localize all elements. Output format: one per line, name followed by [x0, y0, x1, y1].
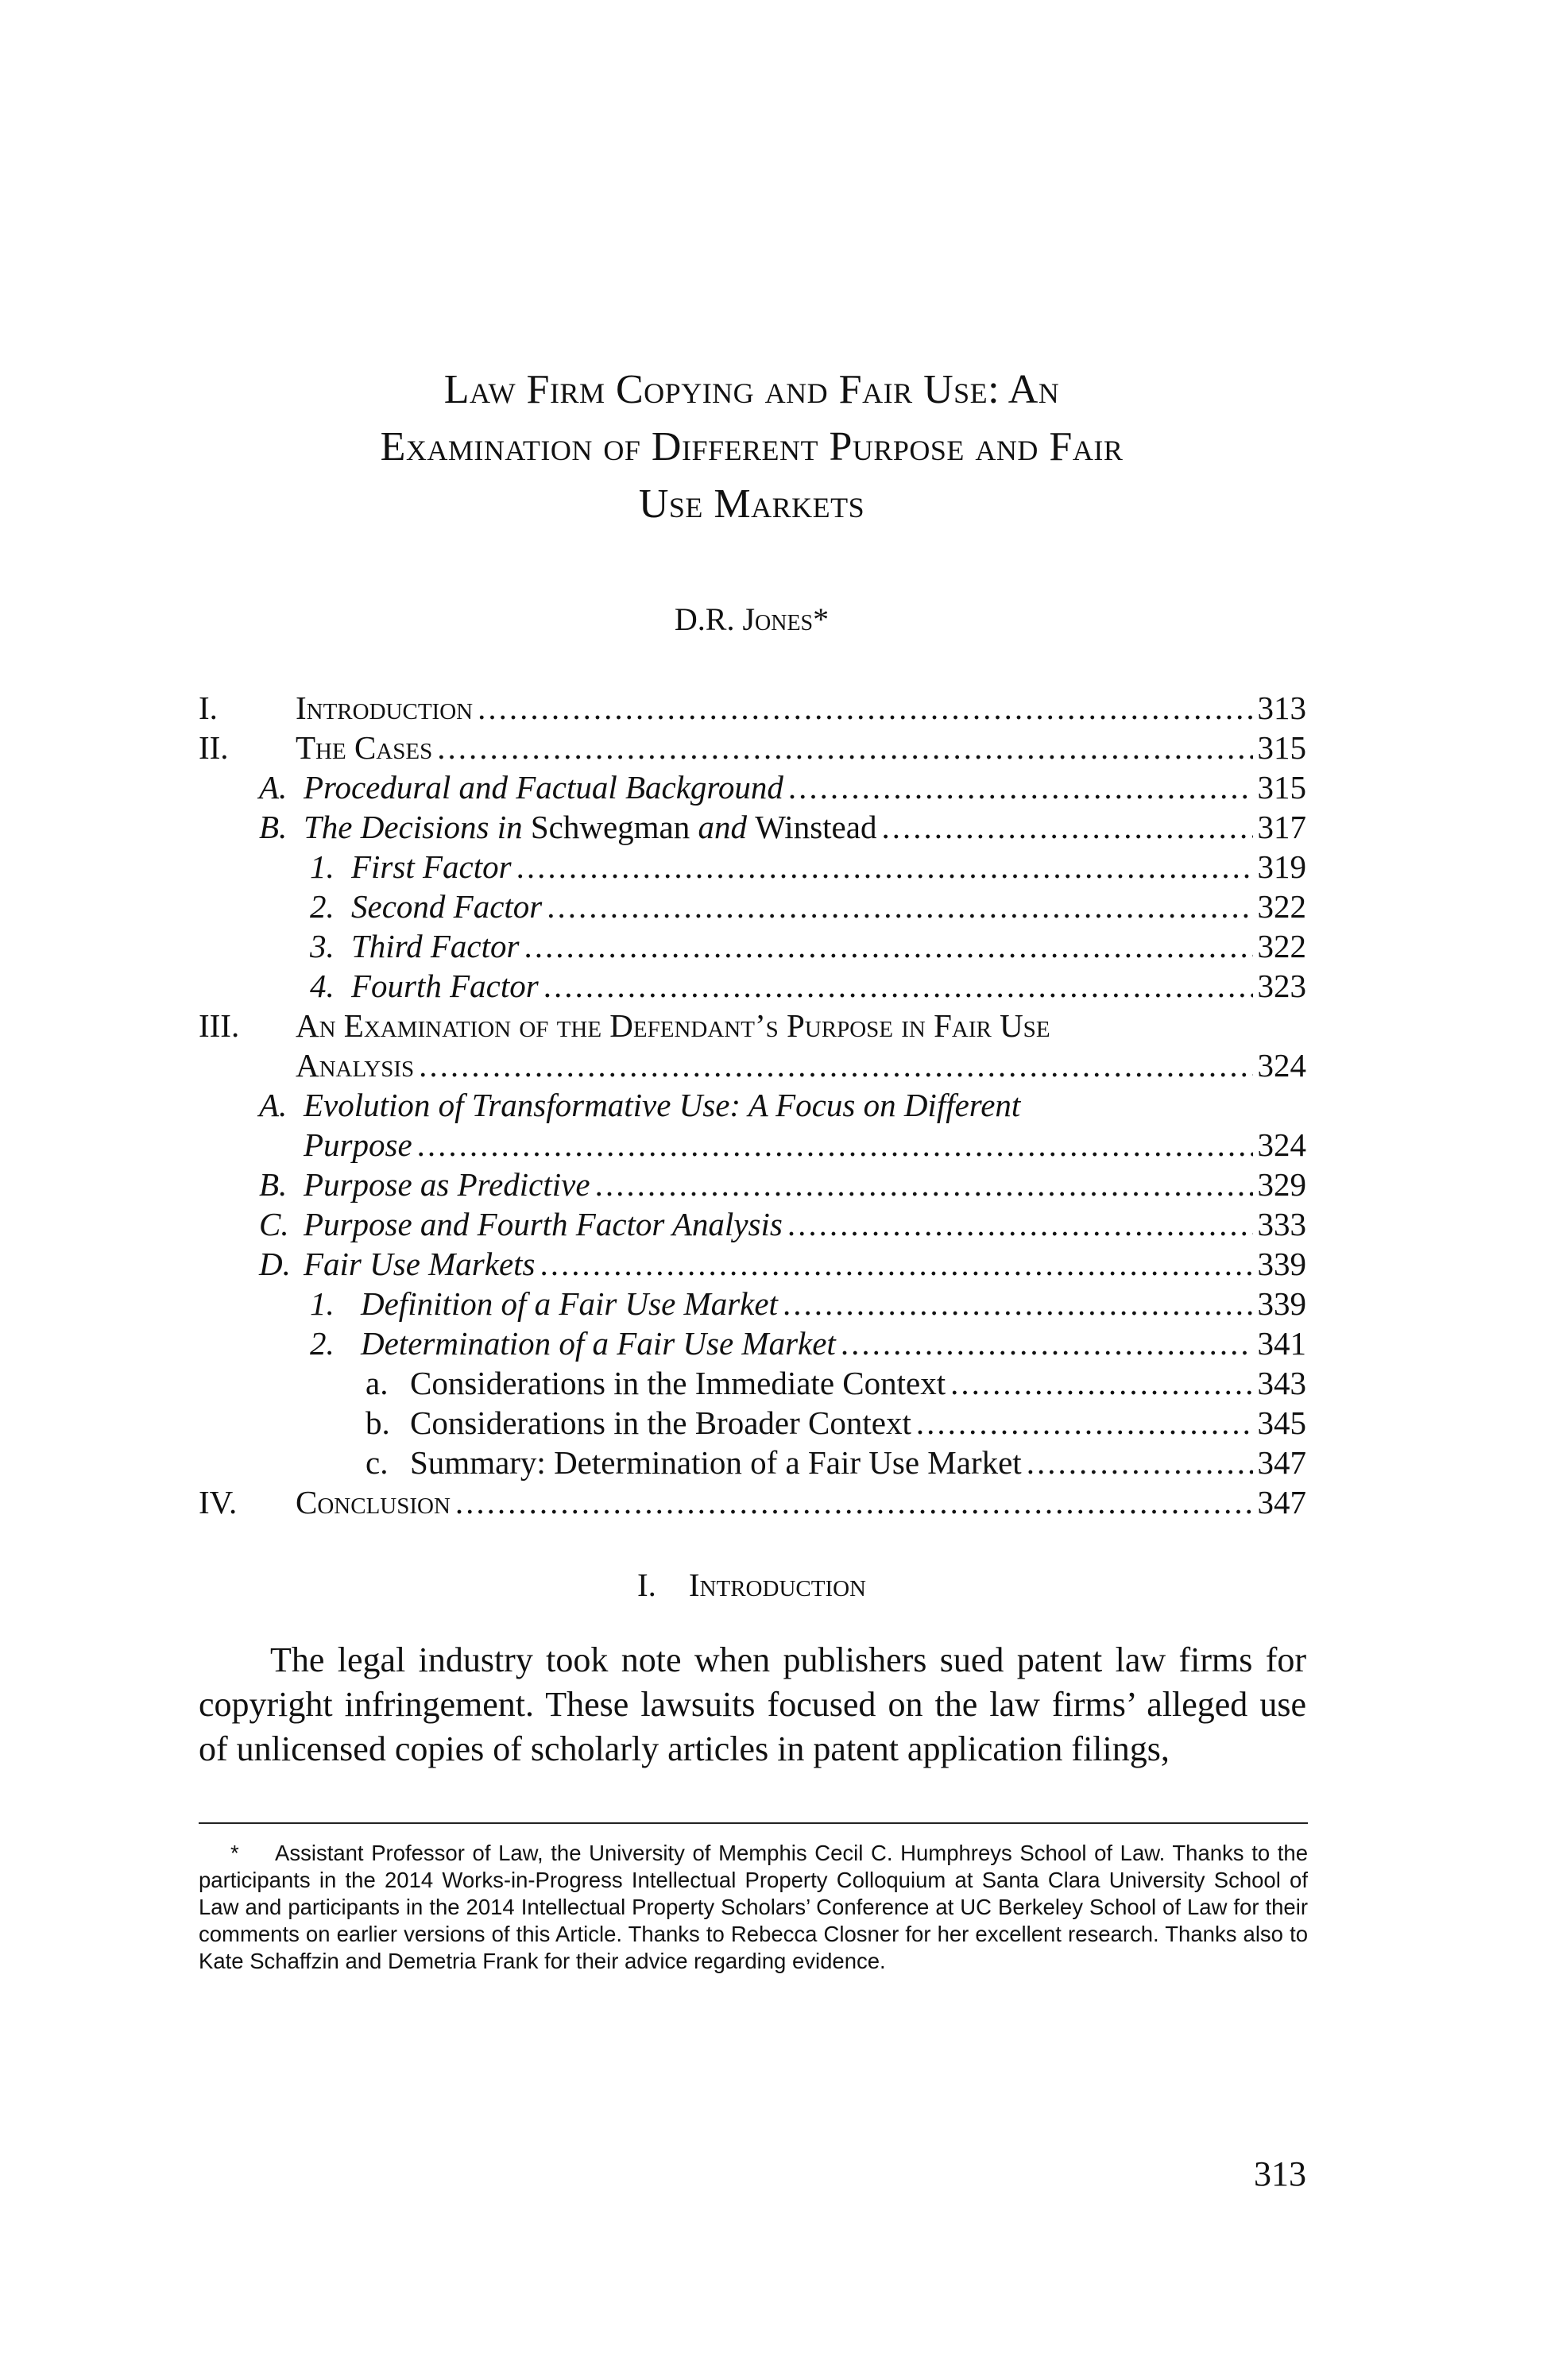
author-name: D.R. Jones* [674, 601, 830, 637]
toc-entry [361, 1323, 1306, 1363]
toc-row [199, 807, 1306, 847]
toc-row [199, 1443, 1306, 1482]
toc-label-part: Schwegman [530, 809, 690, 845]
dot-leader [419, 1045, 1252, 1085]
toc-row [199, 1363, 1306, 1403]
toc-number: b. [366, 1404, 390, 1441]
toc-number: c. [366, 1444, 389, 1481]
toc-number: 2. [310, 888, 335, 925]
toc-page: 313 [1257, 690, 1306, 726]
toc-number: A. [259, 1087, 288, 1123]
toc-label: The Cases [296, 729, 433, 766]
toc-page: 345 [1257, 1404, 1306, 1441]
toc-entry [351, 926, 1306, 966]
toc-label: Determination of a Fair Use Market [361, 1325, 836, 1362]
toc-page: 323 [1257, 968, 1306, 1004]
toc-label: Second Factor [351, 888, 543, 925]
toc-label: Summary: Determination of a Fair Use Market [410, 1444, 1022, 1481]
toc-number: III. [199, 1007, 240, 1044]
toc-page: 315 [1257, 729, 1306, 766]
toc-row [199, 887, 1306, 926]
toc-entry [296, 728, 1306, 767]
dot-leader [841, 1323, 1253, 1363]
toc-label: Introduction [296, 690, 474, 726]
toc-number: II. [199, 729, 229, 766]
toc-page: 343 [1257, 1365, 1306, 1401]
toc-page: 317 [1257, 809, 1306, 845]
toc-page: 333 [1257, 1206, 1306, 1242]
toc-entry [410, 1443, 1306, 1482]
toc-number: IV. [199, 1484, 238, 1520]
dot-leader [881, 807, 1252, 847]
dot-leader [547, 887, 1252, 926]
toc-entry [304, 1244, 1306, 1284]
toc-entry [304, 767, 1306, 807]
dot-leader [543, 966, 1253, 1006]
toc-page: 347 [1257, 1444, 1306, 1481]
title-line-2: Examination of Different Purpose and Fair [380, 424, 1124, 469]
toc-number: 3. [310, 928, 335, 964]
dot-leader [1027, 1443, 1253, 1482]
dot-leader [455, 1482, 1253, 1522]
toc-row [199, 1482, 1306, 1522]
dot-leader [478, 688, 1252, 728]
dot-leader [787, 1204, 1253, 1244]
toc-page: 339 [1257, 1285, 1306, 1322]
footnote [199, 1840, 1308, 1975]
toc-entry [361, 1284, 1306, 1323]
toc-number: C. [259, 1206, 289, 1242]
toc-label [304, 807, 876, 847]
toc-label: Fair Use Markets [304, 1246, 536, 1282]
toc-page: 341 [1257, 1325, 1306, 1362]
toc-number: 1. [310, 848, 335, 885]
toc-row [199, 1284, 1306, 1323]
toc-entry [296, 1045, 1306, 1085]
toc-entry [410, 1403, 1306, 1443]
dot-leader [437, 728, 1252, 767]
dot-leader [783, 1284, 1253, 1323]
toc-row [199, 1006, 1306, 1045]
toc-label: Purpose [304, 1126, 412, 1163]
toc-entry [304, 1165, 1306, 1204]
toc-entry [351, 887, 1306, 926]
toc-page: 324 [1257, 1126, 1306, 1163]
toc-row [199, 847, 1306, 887]
page-number: 313 [1254, 2154, 1306, 2193]
toc-page: 322 [1257, 928, 1306, 964]
body-paragraph: The legal industry took note when publishers sued patent law firms for copyright infringement. These lawsuits focused on the law firms’ alleged use of unlicensed copies of scholarly articles in patent application filings, [199, 1640, 1306, 1768]
toc-row [199, 1085, 1306, 1125]
toc-number: D. [259, 1246, 291, 1282]
toc-number: B. [259, 809, 288, 845]
toc-entry [296, 1482, 1306, 1522]
toc-entry [304, 1204, 1306, 1244]
dot-leader [417, 1125, 1253, 1165]
toc-row [199, 926, 1306, 966]
article-title [199, 361, 1305, 533]
toc-row [199, 767, 1306, 807]
toc-row-continuation [199, 1125, 1306, 1165]
toc-number: 4. [310, 968, 335, 1004]
toc-number: 1. [310, 1285, 335, 1322]
toc-row [199, 728, 1306, 767]
dot-leader [540, 1244, 1253, 1284]
toc-label: Evolution of Transformative Use: A Focus on Different [304, 1087, 1021, 1123]
toc-label: Purpose as Predictive [304, 1166, 590, 1203]
toc-entry [304, 807, 1306, 847]
toc-entry [351, 847, 1306, 887]
footnote-text: Assistant Professor of Law, the University of Memphis Cecil C. Humphreys School of Law. Thanks to the participants in the 2014 Works-in-Progress Intellectual Property Colloquium at Santa Clara University School of Law and participants in the 2014 Intellectual Property Scholars’ Conference at UC Berkeley School of Law for their comments on earlier versions of this Article. Thanks to Rebecca Closner for her excellent research. Thanks also to Kate Schaffzin and Demetria Frank for their advice regarding evidence. [199, 1841, 1308, 1973]
toc-label: Analysis [296, 1047, 415, 1084]
toc-label: First Factor [351, 848, 512, 885]
toc-label: Procedural and Factual Background [304, 769, 783, 806]
title-line-1: Law Firm Copying and Fair Use: An [443, 367, 1060, 412]
title-line-3: Use Markets [638, 481, 865, 527]
toc-number: I. [199, 690, 218, 726]
toc-label: Third Factor [351, 928, 520, 964]
toc-page: 315 [1257, 769, 1306, 806]
toc-page: 319 [1257, 848, 1306, 885]
dot-leader [788, 767, 1253, 807]
toc-label: Definition of a Fair Use Market [361, 1285, 778, 1322]
toc-label: Fourth Factor [351, 968, 539, 1004]
toc-number: A. [259, 769, 288, 806]
toc-label-part: The Decisions in [304, 809, 531, 845]
toc-entry [304, 1125, 1306, 1165]
toc-page: 324 [1257, 1047, 1306, 1084]
toc-row [199, 966, 1306, 1006]
toc-label-part: Winstead [755, 809, 877, 845]
dot-leader [950, 1363, 1252, 1403]
toc-label: Considerations in the Immediate Context [410, 1365, 946, 1401]
footnote-divider [199, 1822, 1308, 1824]
toc-label: Considerations in the Broader Context [410, 1404, 911, 1441]
toc-row [199, 1165, 1306, 1204]
toc-label: Conclusion [296, 1484, 451, 1520]
toc-row [199, 1244, 1306, 1284]
toc-number: B. [259, 1166, 288, 1203]
toc-label: An Examination of the Defendant’s Purpose in Fair Use [296, 1007, 1050, 1044]
section-heading: I. Introduction [637, 1567, 866, 1603]
toc-row [199, 688, 1306, 728]
toc-page: 339 [1257, 1246, 1306, 1282]
toc-label-part: and [690, 809, 756, 845]
toc-page: 347 [1257, 1484, 1306, 1520]
dot-leader [516, 847, 1253, 887]
dot-leader [524, 926, 1252, 966]
toc-row [199, 1403, 1306, 1443]
toc-entry [410, 1363, 1306, 1403]
footnote-mark: * [230, 1841, 239, 1865]
toc-number: 2. [310, 1325, 335, 1362]
toc-label: Purpose and Fourth Factor Analysis [304, 1206, 783, 1242]
toc-number: a. [366, 1365, 389, 1401]
dot-leader [916, 1403, 1253, 1443]
toc-page: 329 [1257, 1166, 1306, 1203]
toc-entry [296, 688, 1306, 728]
dot-leader [595, 1165, 1253, 1204]
toc-row-continuation [199, 1045, 1306, 1085]
toc-row [199, 1323, 1306, 1363]
toc-row [199, 1204, 1306, 1244]
toc-page: 322 [1257, 888, 1306, 925]
toc-entry [351, 966, 1306, 1006]
